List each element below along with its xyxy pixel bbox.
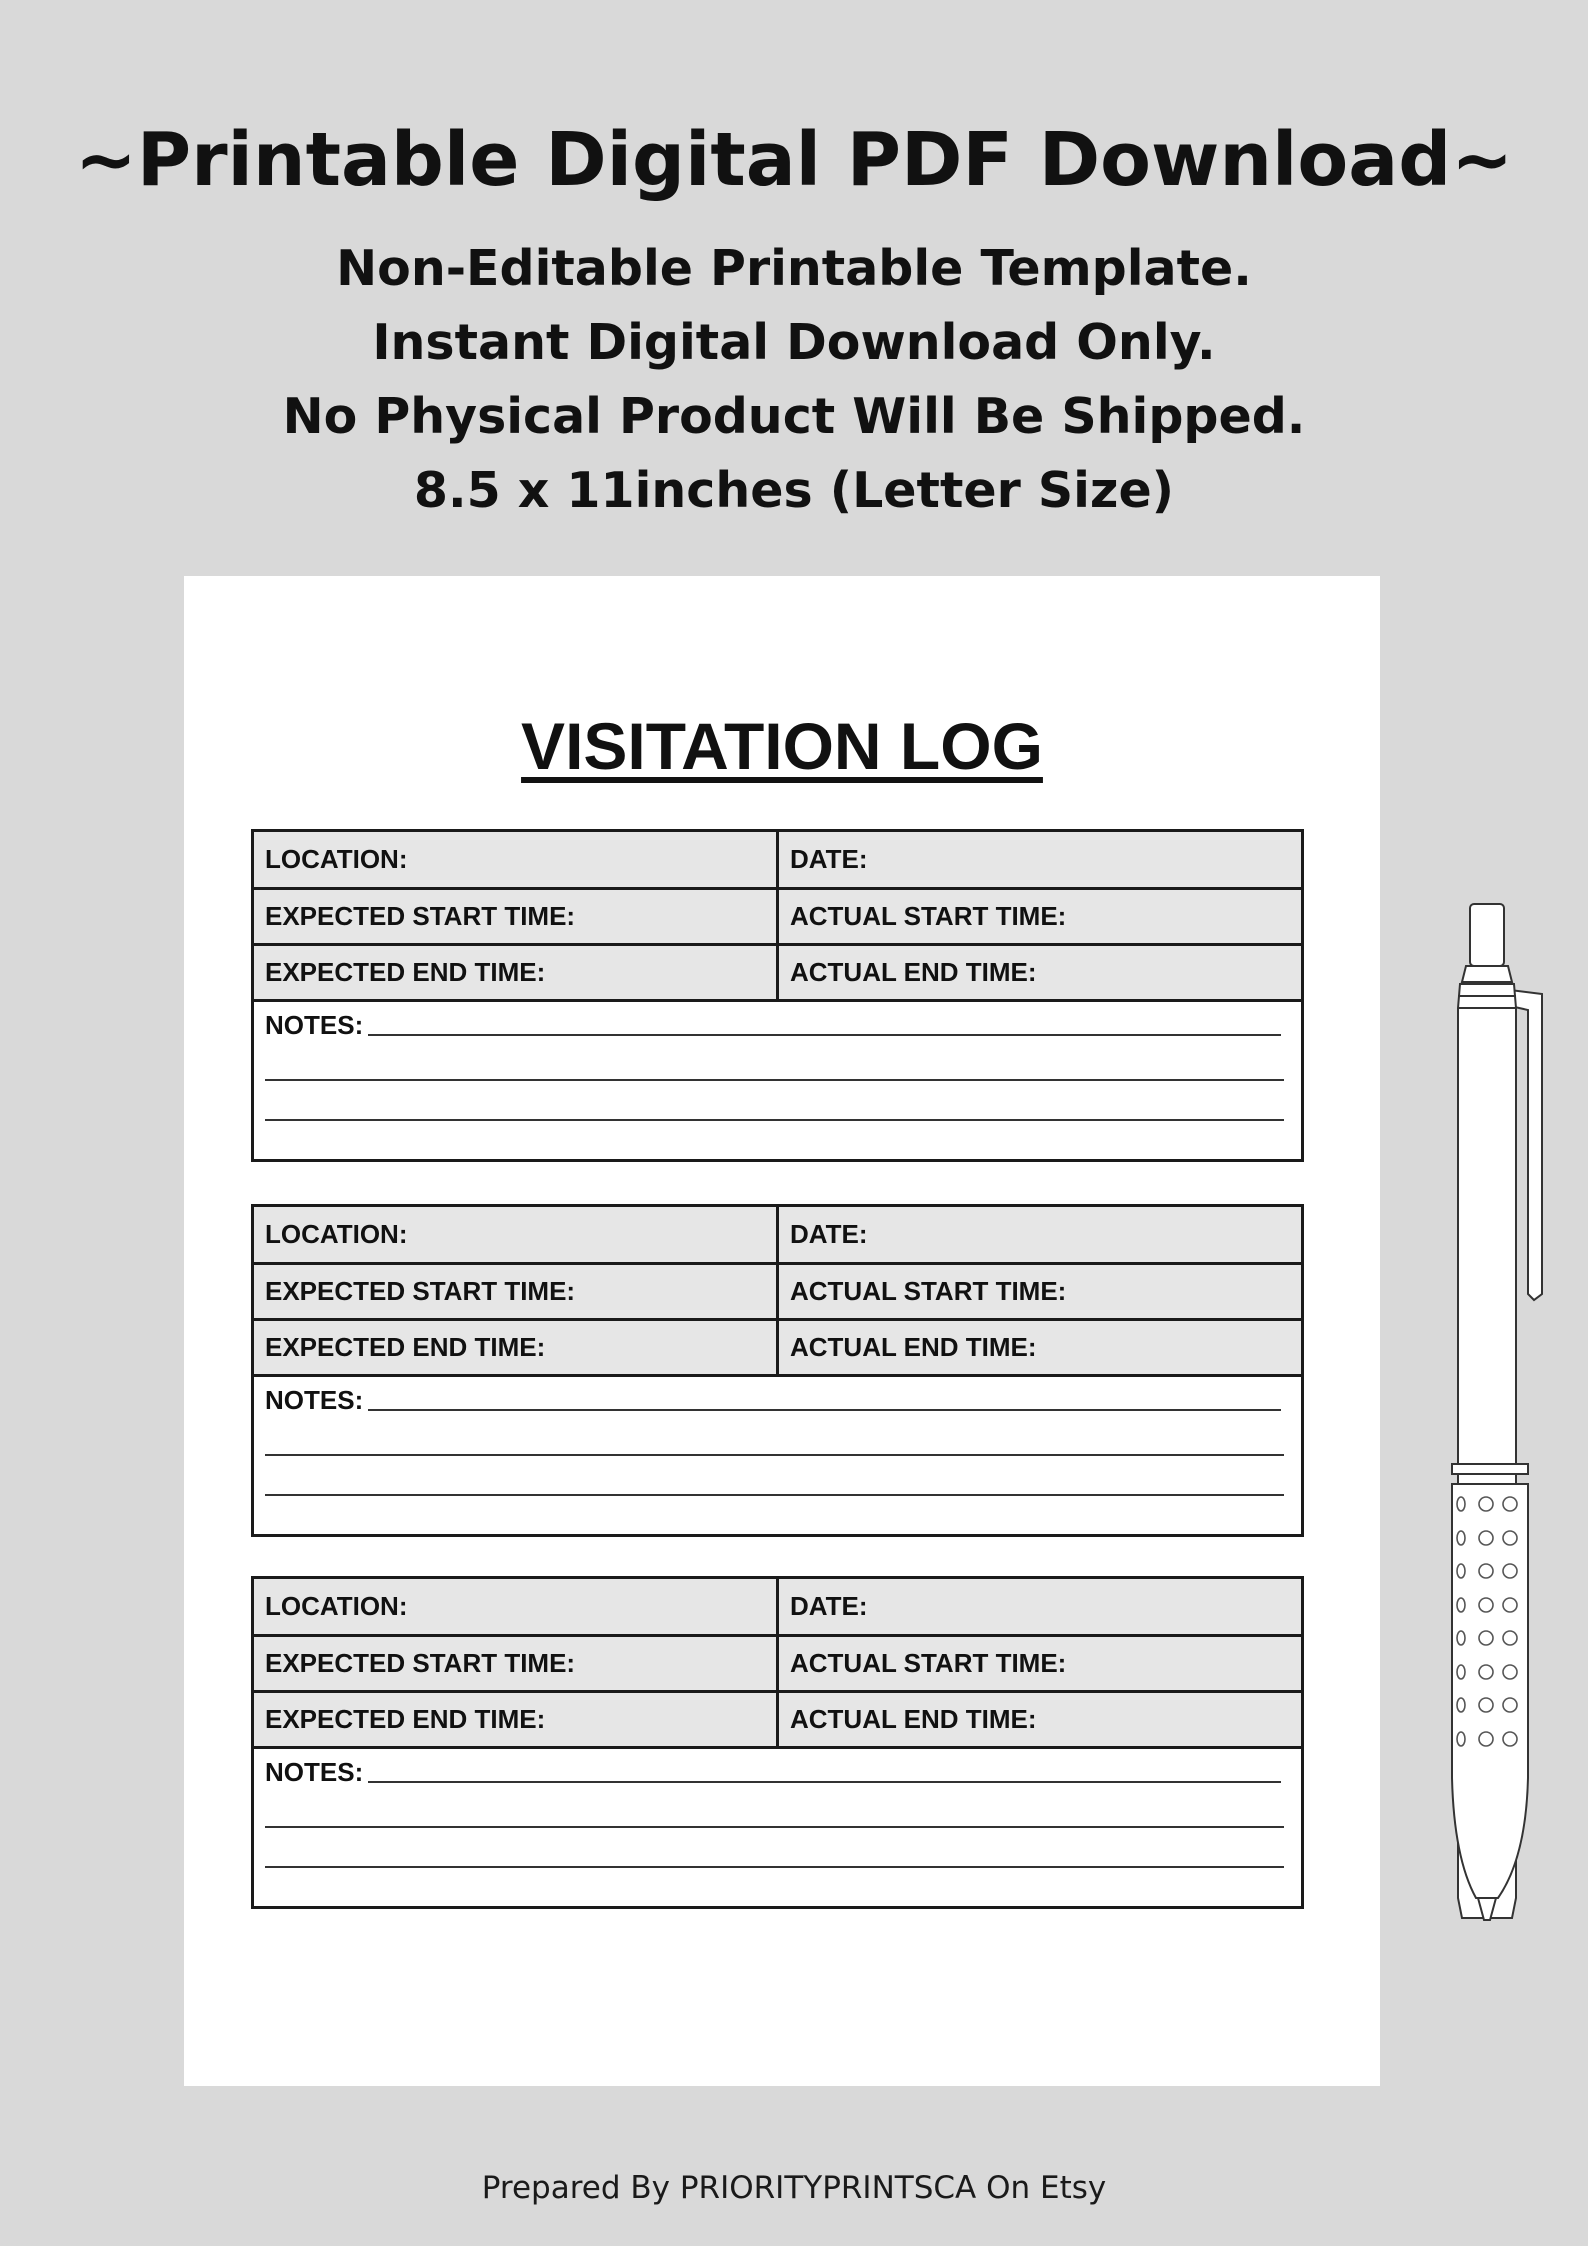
notes-area: [254, 1002, 1301, 1159]
date-label: DATE:: [790, 844, 868, 874]
notes-label: NOTES:: [265, 1385, 364, 1415]
notes-line: [265, 1454, 1284, 1456]
log-row-location-date: [254, 1579, 1301, 1637]
subtitle-line: 8.5 x 11inches (Letter Size): [413, 462, 1175, 519]
log-row-end-times: [254, 1321, 1301, 1377]
actual-end-label: ACTUAL END TIME:: [790, 1332, 1037, 1362]
location-label: LOCATION:: [254, 1579, 779, 1634]
actual-start-label: ACTUAL START TIME:: [790, 1276, 1067, 1306]
log-row-location-date: [254, 832, 1301, 890]
date-label: DATE:: [790, 1591, 868, 1621]
notes-area: [254, 1749, 1301, 1906]
expected-start-label: EXPECTED START TIME:: [254, 1637, 779, 1690]
actual-start-label: ACTUAL START TIME:: [790, 901, 1067, 931]
log-row-start-times: [254, 1637, 1301, 1693]
notes-line: [265, 1119, 1284, 1121]
expected-start-label: EXPECTED START TIME:: [254, 890, 779, 943]
actual-end-label: ACTUAL END TIME:: [790, 1704, 1037, 1734]
expected-end-label: EXPECTED END TIME:: [254, 1693, 779, 1746]
subtitle-block: [0, 232, 1588, 528]
notes-line: [368, 1781, 1281, 1783]
footer-credit: Prepared By PRIORITYPRINTSCA On Etsy: [481, 2170, 1107, 2206]
log-entry: [251, 1576, 1304, 1909]
date-label: DATE:: [790, 1219, 868, 1249]
notes-area: [254, 1377, 1301, 1534]
document-title: [184, 706, 1380, 786]
location-label: LOCATION:: [254, 832, 779, 887]
actual-end-label: ACTUAL END TIME:: [790, 957, 1037, 987]
actual-start-label: ACTUAL START TIME:: [790, 1648, 1067, 1678]
log-row-end-times: [254, 946, 1301, 1002]
notes-label: NOTES:: [265, 1757, 364, 1787]
page-headline: ~Printable Digital PDF Download~: [74, 117, 1514, 203]
notes-line: [265, 1079, 1284, 1081]
log-row-start-times: [254, 890, 1301, 946]
document-title-text: VISITATION LOG: [521, 709, 1043, 783]
subtitle-line: Non-Editable Printable Template.: [336, 240, 1252, 297]
expected-start-label: EXPECTED START TIME:: [254, 1265, 779, 1318]
pen-icon: [1432, 898, 1562, 1928]
notes-line: [265, 1866, 1284, 1868]
subtitle-line: Instant Digital Download Only.: [372, 314, 1216, 371]
expected-end-label: EXPECTED END TIME:: [254, 946, 779, 999]
template-preview-page: [184, 576, 1380, 2086]
log-row-location-date: [254, 1207, 1301, 1265]
notes-line: [265, 1494, 1284, 1496]
expected-end-label: EXPECTED END TIME:: [254, 1321, 779, 1374]
location-label: LOCATION:: [254, 1207, 779, 1262]
subtitle-line: No Physical Product Will Be Shipped.: [282, 388, 1306, 445]
log-row-start-times: [254, 1265, 1301, 1321]
log-entry: [251, 1204, 1304, 1537]
log-entry: [251, 829, 1304, 1162]
notes-line: [368, 1409, 1281, 1411]
log-row-end-times: [254, 1693, 1301, 1749]
notes-label: NOTES:: [265, 1010, 364, 1040]
notes-line: [265, 1826, 1284, 1828]
notes-line: [368, 1034, 1281, 1036]
